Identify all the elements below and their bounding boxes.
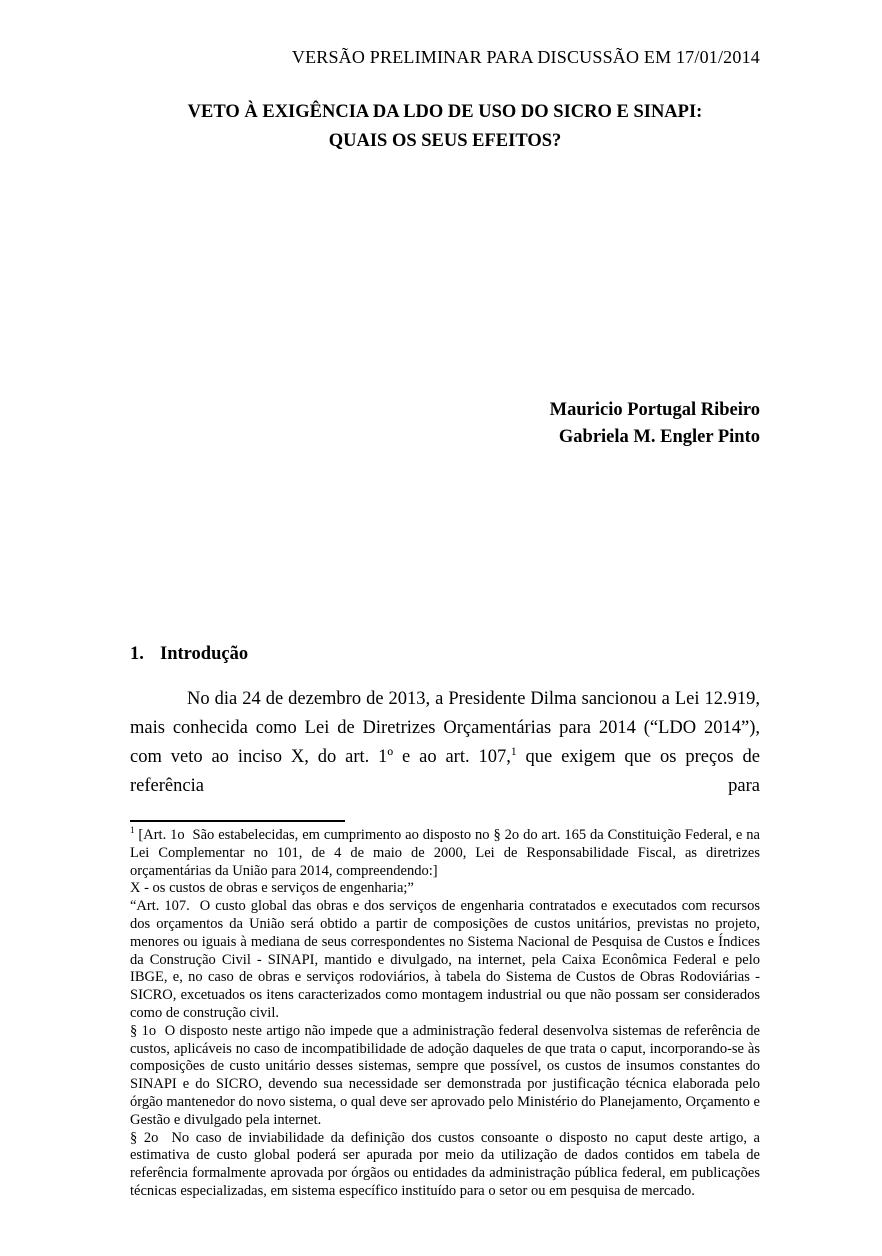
preliminary-version-header: VERSÃO PRELIMINAR PARA DISCUSSÃO EM 17/01/2014 — [291, 47, 760, 67]
intro-paragraph-text: No dia 24 de dezembro de 2013, a Presidente Dilma sancionou a Lei 12.919, mais conhecida como Lei de Diretrizes Orçamentárias para 2014 (“LDO 2014”), com veto ao inciso X, do art. 1º e ao art. 107, — [130, 689, 760, 767]
footnote-marker-1: 1 — [130, 825, 135, 836]
footnote-paragraph: “Art. 107. O custo global das obras e dos serviços de engenharia contratados e executados com recursos dos orçamentos da União será obtido a partir de composições de custos unitários, previstas no projeto, menores ou iguais à mediana de seus correspondentes no Sistema Nacional de Pesquisa de Custos e Índices da Construção Civil - SINAPI, mantido e divulgado, na internet, pela Caixa Econômica Federal e pelo IBGE, e, no caso de obras e serviços rodoviários, à tabela do Sistema de Custos de Obras Rodoviárias - SICRO, excetuados os itens caracterizados como montagem industrial ou que não possam ser considerados como de construção civil. — [130, 898, 760, 1021]
footnote-text: [Art. 1o São estabelecidas, em cumprimento ao disposto no § 2o do art. 165 da Constituição Federal, e na Lei Complementar no 101, de 4 de maio de 2000, Lei de Responsabilidade Fiscal, as diretrizes orçamentárias da União para 2014, compreendendo:] — [130, 827, 760, 879]
document-title — [130, 98, 760, 156]
footnote-block — [130, 827, 760, 1201]
footnote-paragraph: X - os custos de obras e serviços de engenharia;” — [130, 880, 414, 897]
document-title-line1: VETO À EXIGÊNCIA DA LDO DE USO DO SICRO E SINAPI: — [187, 102, 703, 122]
authors-block — [130, 397, 760, 451]
document-title-line2: QUAIS OS SEUS EFEITOS? — [328, 131, 562, 151]
intro-paragraph-text-cont: que exigem que os preços de referência para — [130, 747, 760, 796]
section-label: Introdução — [160, 644, 249, 664]
footnote-paragraph — [130, 827, 760, 880]
footnote-paragraph: § 1o O disposto neste artigo não impede que a administração federal desenvolva sistemas de referência de custos, aplicáveis no caso de incompatibilidade de adoção daqueles de que trata o caput, incorporando-se às composições de custo unitário desses sistemas, sempre que possível, os custos de insumos constantes do SINAPI e do SICRO, devendo sua necessidade ser demonstrada por justificação técnica elaborada pelo órgão mantenedor do novo sistema, o qual deve ser aprovado pelo Ministério do Planejamento, Orçamento e Gestão e divulgado pela internet. — [130, 1022, 760, 1128]
footnote-paragraph: § 2o No caso de inviabilidade da definição dos custos consoante o disposto no caput deste artigo, a estimativa de custo global poderá ser apurada por meio da utilização de dados contidos em tabela de referência formalmente aprovada por órgãos ou entidades da administração pública federal, em publicações técnicas especializadas, em sistema específico instituído para o setor ou em pesquisa de mercado. — [130, 1129, 760, 1199]
footnote-reference-1: 1 — [510, 745, 517, 758]
section-number: 1. — [130, 644, 144, 664]
section-heading-introducao — [130, 643, 760, 666]
author-name-1: Mauricio Portugal Ribeiro — [549, 400, 760, 420]
footnote-separator — [130, 820, 345, 822]
author-name-2: Gabriela M. Engler Pinto — [558, 427, 760, 447]
intro-paragraph — [130, 685, 760, 801]
